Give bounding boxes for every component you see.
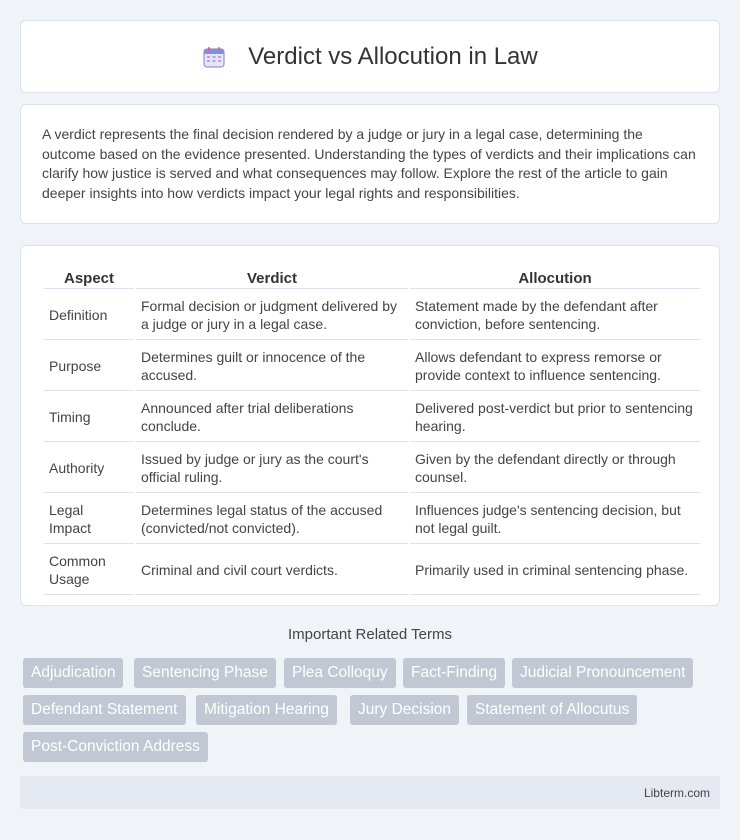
- aspect-cell: Definition: [44, 291, 134, 340]
- table-header-row: [44, 268, 700, 289]
- related-term-tag[interactable]: Post-Conviction Address: [23, 732, 208, 762]
- related-terms-title: Important Related Terms: [288, 626, 452, 643]
- related-term-tag[interactable]: Jury Decision: [350, 695, 459, 725]
- related-term-tag[interactable]: Defendant Statement: [23, 695, 186, 725]
- allocution-cell: Delivered post-verdict but prior to sentencing hearing.: [410, 393, 700, 442]
- verdict-cell: Announced after trial deliberations conclude.: [136, 393, 408, 442]
- allocution-cell: Given by the defendant directly or through counsel.: [410, 444, 700, 493]
- aspect-cell: Timing: [44, 393, 134, 442]
- verdict-cell: Determines guilt or innocence of the accused.: [136, 342, 408, 391]
- allocution-cell: Influences judge's sentencing decision, but not legal guilt.: [410, 495, 700, 544]
- related-term-tag[interactable]: Sentencing Phase: [134, 658, 276, 688]
- verdict-cell: Criminal and civil court verdicts.: [136, 546, 408, 595]
- header-card: [20, 20, 720, 93]
- allocution-cell: Statement made by the defendant after conviction, before sentencing.: [410, 291, 700, 340]
- header-aspect: Aspect: [44, 268, 134, 289]
- aspect-cell: Legal Impact: [44, 495, 134, 544]
- table-row: [44, 291, 700, 340]
- footer: [20, 776, 720, 809]
- related-term-tag[interactable]: Fact-Finding: [403, 658, 505, 688]
- comparison-table: [42, 266, 702, 597]
- header-verdict: Verdict: [136, 268, 408, 289]
- table-row: [44, 495, 700, 544]
- verdict-cell: Issued by judge or jury as the court's official ruling.: [136, 444, 408, 493]
- related-term-tag[interactable]: Plea Colloquy: [284, 658, 396, 688]
- comparison-table-card: [20, 245, 720, 606]
- table-row: [44, 546, 700, 595]
- allocution-cell: Primarily used in criminal sentencing phase.: [410, 546, 700, 595]
- related-term-tag[interactable]: Mitigation Hearing: [196, 695, 337, 725]
- footer-site-link[interactable]: Libterm.com: [643, 786, 710, 800]
- aspect-cell: Common Usage: [44, 546, 134, 595]
- header-allocution: Allocution: [410, 268, 700, 289]
- intro-paragraph: A verdict represents the final decision rendered by a judge or jury in a legal case, determining the outcome based on the evidence presented. Understanding the types of verdicts and their implications can clarify how justice is served and what consequences may follow. Explore the rest of the article to gain deeper insights into how verdicts impact your legal rights and responsibilities.: [42, 126, 696, 201]
- table-row: [44, 444, 700, 493]
- related-term-tag[interactable]: Judicial Pronouncement: [512, 658, 693, 688]
- aspect-cell: Authority: [44, 444, 134, 493]
- page-title: Verdict vs Allocution in Law: [248, 42, 538, 70]
- related-term-tag[interactable]: Statement of Allocutus: [467, 695, 637, 725]
- verdict-cell: Formal decision or judgment delivered by a judge or jury in a legal case.: [136, 291, 408, 340]
- calendar-icon: [202, 45, 226, 69]
- intro-card: [20, 104, 720, 224]
- table-row: [44, 342, 700, 391]
- table-row: [44, 393, 700, 442]
- allocution-cell: Allows defendant to express remorse or provide context to influence sentencing.: [410, 342, 700, 391]
- verdict-cell: Determines legal status of the accused (convicted/not convicted).: [136, 495, 408, 544]
- aspect-cell: Purpose: [44, 342, 134, 391]
- related-term-tag[interactable]: Adjudication: [23, 658, 123, 688]
